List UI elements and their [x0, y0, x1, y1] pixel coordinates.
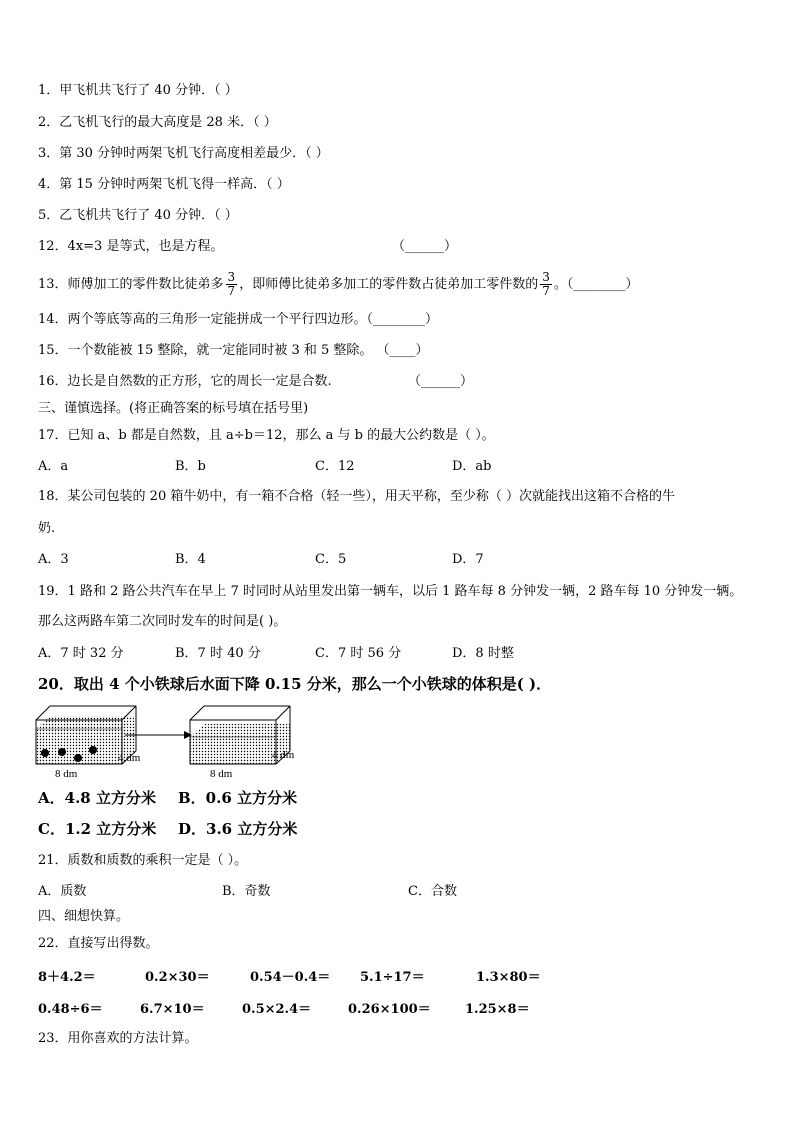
question-13-part-c: 。（________） — [553, 277, 639, 292]
length-label-2: 8 dm — [210, 768, 233, 780]
option-a[interactable]: A．a — [38, 459, 69, 474]
option-c[interactable]: C．5 — [315, 552, 347, 567]
question-18: 18．某公司包装的 20 箱牛奶中，有一箱不合格（轻一些），用天平称，至少称（ ）次就能找出这箱不合格的牛 — [38, 489, 675, 504]
question-12-text: 12．4x=3 是等式，也是方程。 — [38, 239, 224, 254]
option-c[interactable]: C．7 时 56 分 — [315, 646, 402, 661]
question-22: 22．直接写出得数。 — [38, 936, 159, 951]
question-17: 17．已知 a、b 都是自然数，且 a÷b＝12，那么 a 与 b 的最大公约数是（ ）。 — [38, 428, 495, 443]
option-a[interactable]: A．3 — [38, 552, 69, 567]
question-12-blank: （______） — [392, 239, 458, 254]
question-14: 14．两个等底等高的三角形一定能拼成一个平行四边形。（________） — [38, 312, 439, 327]
iron-ball — [89, 746, 97, 754]
option-a[interactable]: A．7 时 32 分 — [38, 646, 124, 661]
iron-ball — [74, 754, 82, 762]
question-13-part-a: 13．师傅加工的零件数比徒弟多 — [38, 277, 224, 292]
width-label-1: 4 dm — [118, 752, 141, 764]
calc-item: 6.7×10＝ — [140, 1002, 205, 1017]
question-16-text: 16．边长是自然数的正方形，它的周长一定是合数. — [38, 374, 332, 389]
option-b[interactable]: B．0.6 立方分米 — [178, 789, 297, 807]
question-13-part-b: ，即师傅比徒弟多加工的零件数占徒弟加工零件数的 — [239, 277, 539, 292]
fraction-numerator: 3 — [542, 270, 550, 284]
calc-item: 0.2×30＝ — [145, 970, 210, 985]
fraction-numerator: 3 — [227, 270, 236, 284]
option-b[interactable]: B．7 时 40 分 — [175, 646, 261, 661]
calc-item: 1.25×8＝ — [465, 1002, 530, 1017]
question-4: 4．第 15 分钟时两架飞机飞得一样高．（ ） — [38, 177, 290, 192]
option-c[interactable]: C．1.2 立方分米 — [38, 820, 157, 838]
question-16-blank: （______） — [408, 374, 474, 389]
calc-item: 1.3×80＝ — [476, 970, 541, 985]
question-1: 1．甲飞机共飞行了 40 分钟．（ ） — [38, 83, 238, 98]
length-label-1: 8 dm — [55, 768, 78, 780]
question-21: 21．质数和质数的乘积一定是（ ）。 — [38, 853, 248, 868]
calc-item: 5.1÷17＝ — [360, 970, 425, 985]
calc-item: 0.48÷6＝ — [38, 1002, 103, 1017]
question-5: 5．乙飞机共飞行了 40 分钟．（ ） — [38, 208, 238, 223]
option-b[interactable]: B．4 — [175, 552, 206, 567]
calc-item: 0.26×100＝ — [348, 1002, 431, 1017]
option-b[interactable]: B．奇数 — [222, 884, 271, 899]
option-c[interactable]: C．12 — [315, 459, 355, 474]
option-d[interactable]: D．7 — [452, 552, 484, 567]
iron-ball — [41, 749, 49, 757]
option-d[interactable]: D．ab — [452, 459, 492, 474]
question-18-cont: 奶. — [38, 521, 56, 536]
option-d[interactable]: D．3.6 立方分米 — [178, 820, 298, 838]
option-b[interactable]: B．b — [175, 459, 206, 474]
question-19-cont: 那么这两路车第二次同时发车的时间是( )。 — [38, 614, 287, 629]
option-a[interactable]: A．4.8 立方分米 — [38, 789, 156, 807]
question-19: 19．1 路和 2 路公共汽车在早上 7 时同时从站里发出第一辆车，以后 1 路车每 8 分钟发一辆，2 路车每 10 分钟发一辆。 — [38, 584, 743, 599]
option-c[interactable]: C．合数 — [408, 884, 457, 899]
question-15: 15．一个数能被 15 整除，就一定能同时被 3 和 5 整除。 （____） — [38, 343, 429, 358]
fraction-denominator: 7 — [227, 284, 236, 298]
calc-item: 8＋4.2＝ — [38, 970, 96, 985]
width-label-2: 4 dm — [272, 749, 295, 761]
section-3-heading: 三、谨慎选择。(将正确答案的标号填在括号里) — [38, 401, 309, 416]
question-2: 2．乙飞机飞行的最大高度是 28 米．（ ） — [38, 115, 277, 130]
section-4-heading: 四、细想快算。 — [38, 909, 130, 924]
iron-ball — [58, 748, 66, 756]
calc-item: 0.5×2.4＝ — [242, 1002, 312, 1017]
fraction-denominator: 7 — [542, 284, 550, 298]
question-20: 20．取出 4 个小铁球后水面下降 0.15 分米，那么一个小铁球的体积是( )． — [38, 675, 552, 693]
question-3: 3．第 30 分钟时两架飞机飞行高度相差最少．（ ） — [38, 146, 329, 161]
option-a[interactable]: A．质数 — [38, 884, 87, 899]
calc-item: 0.54－0.4＝ — [250, 970, 331, 985]
option-d[interactable]: D．8 时整 — [452, 646, 514, 661]
question-23: 23．用你喜欢的方法计算。 — [38, 1031, 198, 1046]
